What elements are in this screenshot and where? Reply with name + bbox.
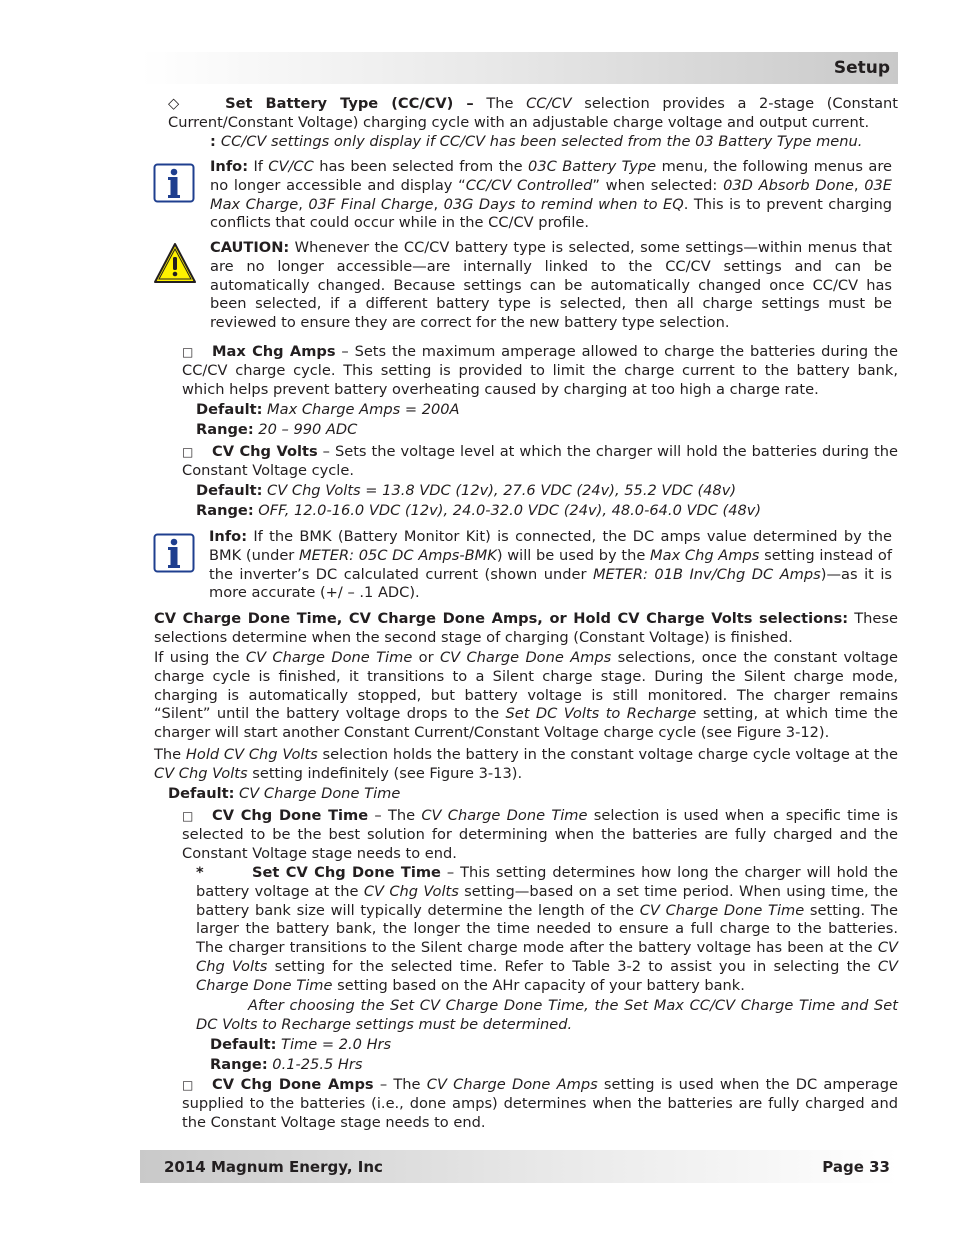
header-bar xyxy=(140,52,898,84)
set-cv-done-time-default: Default: Time = 2.0 Hrs xyxy=(210,1036,392,1053)
square-bullet-icon: □ xyxy=(182,445,194,459)
max-chg-amps-range: Range: 20 – 990 ADC xyxy=(196,421,358,438)
battery-type-heading: Set Battery Type (CC/CV) – xyxy=(225,95,474,112)
footer-bar xyxy=(140,1150,898,1183)
info-note-cc-cv: Info: If CV/CC has been selected from the 03C Battery Type menu, the following menus are no longer accessible and display “CC/CV Controlled” when selected: 03D Absorb Done, 03E Max Charge, 03F Final Charge, 03G Days to remind when to EQ. This is to prevent charging conflicts that could occur while in the CC/CV profile. xyxy=(210,158,893,232)
square-bullet-icon: □ xyxy=(182,809,194,823)
cv-chg-volts-range: Range: OFF, 12.0-16.0 VDC (12v), 24.0-32.0 VDC (24v), 48.0-64.0 VDC (48v) xyxy=(196,502,762,519)
footer-company: 2014 Magnum Energy, Inc xyxy=(164,1158,383,1176)
battery-type-note: : CC/CV settings only display if CC/CV has been selected from the 03 Battery Type menu. xyxy=(210,133,863,150)
diamond-bullet-icon: ◇ xyxy=(168,95,188,112)
cv-chg-volts-default: Default: CV Chg Volts = 13.8 VDC (12v), 27.6 VDC (24v), 55.2 VDC (48v) xyxy=(196,482,737,499)
asterisk-bullet-icon: * xyxy=(196,864,204,881)
info-note-bmk: Info: If the BMK (Battery Monitor Kit) is connected, the DC amps value determined by the BMK (under METER: 05C DC Amps-BMK) will be used by the Max Chg Amps setting instead of the inverter’s DC calculated current (shown under METER: 01B Inv/Chg DC Amps)—as it is more accurate (+/ – .1 ADC). xyxy=(209,528,893,602)
square-bullet-icon: □ xyxy=(182,345,194,359)
cv-done-silent-paragraph: If using the CV Charge Done Time or CV Charge Done Amps selections, once the constant voltage charge cycle is finished, it transitions to a Silent charge stage. During the Silent charge mode, charging is automatically stopped, but battery voltage is still monitored. The charger remains “Silent” until the battery voltage drops to the Set DC Volts to Recharge setting, at which time the charger will start another Constant Current/Constant Voltage charge cycle (see Figure 3-12). xyxy=(154,649,898,742)
cv-chg-volts-paragraph: □ CV Chg Volts – Sets the voltage level at which the charger will hold the batteries during the Constant Voltage cycle. xyxy=(182,443,898,479)
cv-done-default: Default: CV Charge Done Time xyxy=(168,785,401,802)
caution-note: CAUTION: Whenever the CC/CV battery type is selected, some settings—within menus that are no longer accessible—are internally linked to the CC/CV settings and can be automatically changed. Because settings can be automatically changed once CC/CV has been selected, if a different battery type is selected, then all charge settings must be reviewed to ensure they are correct for the new battery type selection. xyxy=(210,239,892,332)
set-cv-done-time-paragraph: * Set CV Chg Done Time – This setting determines how long the charger will hold the battery voltage at the CV Chg Volts setting—based on a set time period. When using time, the battery bank size will typically determine the length of the CV Charge Done Time setting. The larger the battery bank, the longer the time needed to ensure a full charge to the batteries. The charger transitions to the Silent charge mode after the battery voltage has been at the CV Chg Volts setting for the selected time. Refer to Table 3-2 to assist you in selecting the CV Charge Done Time setting based on the AHr capacity of your battery bank. xyxy=(196,864,899,994)
square-bullet-icon: □ xyxy=(182,1078,194,1092)
page-section-title: Setup xyxy=(833,58,890,78)
hold-cv-paragraph: The Hold CV Chg Volts selection holds the battery in the constant voltage charge cycle voltage at the CV Chg Volts setting indefinitely (see Figure 3-13). xyxy=(154,746,898,782)
max-chg-amps-paragraph: □ Max Chg Amps – Sets the maximum amperage allowed to charge the batteries during the CC/CV charge cycle. This setting is provided to limit the charge current to the battery bank, which helps prevent battery overheating caused by charging at too high a charge rate. xyxy=(182,343,898,398)
set-cv-done-time-range: Range: 0.1-25.5 Hrs xyxy=(210,1056,363,1073)
page-number: Page 33 xyxy=(822,1158,890,1176)
cv-done-selections-paragraph: CV Charge Done Time, CV Charge Done Amps, or Hold CV Charge Volts selections: These selections determine when the second stage of charging (Constant Voltage) is finished. xyxy=(154,610,898,646)
set-cv-done-time-note: After choosing the Set CV Charge Done Time, the Set Max CC/CV Charge Time and Set DC Volts to Recharge settings must be determined. xyxy=(196,997,898,1033)
cv-done-time-paragraph: □ CV Chg Done Time – The CV Charge Done Time selection is used when a specific time is selected to be the best solution for determining when the batteries are fully charged and the Constant Voltage stage needs to end. xyxy=(182,807,898,862)
cv-done-amps-paragraph: □ CV Chg Done Amps – The CV Charge Done Amps setting is used when the DC amperage supplied to the batteries (i.e., done amps) determines when the batteries are fully charged and the Constant Voltage stage needs to end. xyxy=(182,1076,898,1131)
info-icon xyxy=(153,533,195,573)
info-icon xyxy=(153,163,195,203)
caution-warning-icon xyxy=(153,242,197,284)
battery-type-paragraph: ◇ Set Battery Type (CC/CV) – The CC/CV selection provides a 2-stage (Constant Current/Constant Voltage) charging cycle with an adjustable charge voltage and output current. xyxy=(168,95,898,131)
max-chg-amps-default: Default: Max Charge Amps = 200A xyxy=(196,401,460,418)
